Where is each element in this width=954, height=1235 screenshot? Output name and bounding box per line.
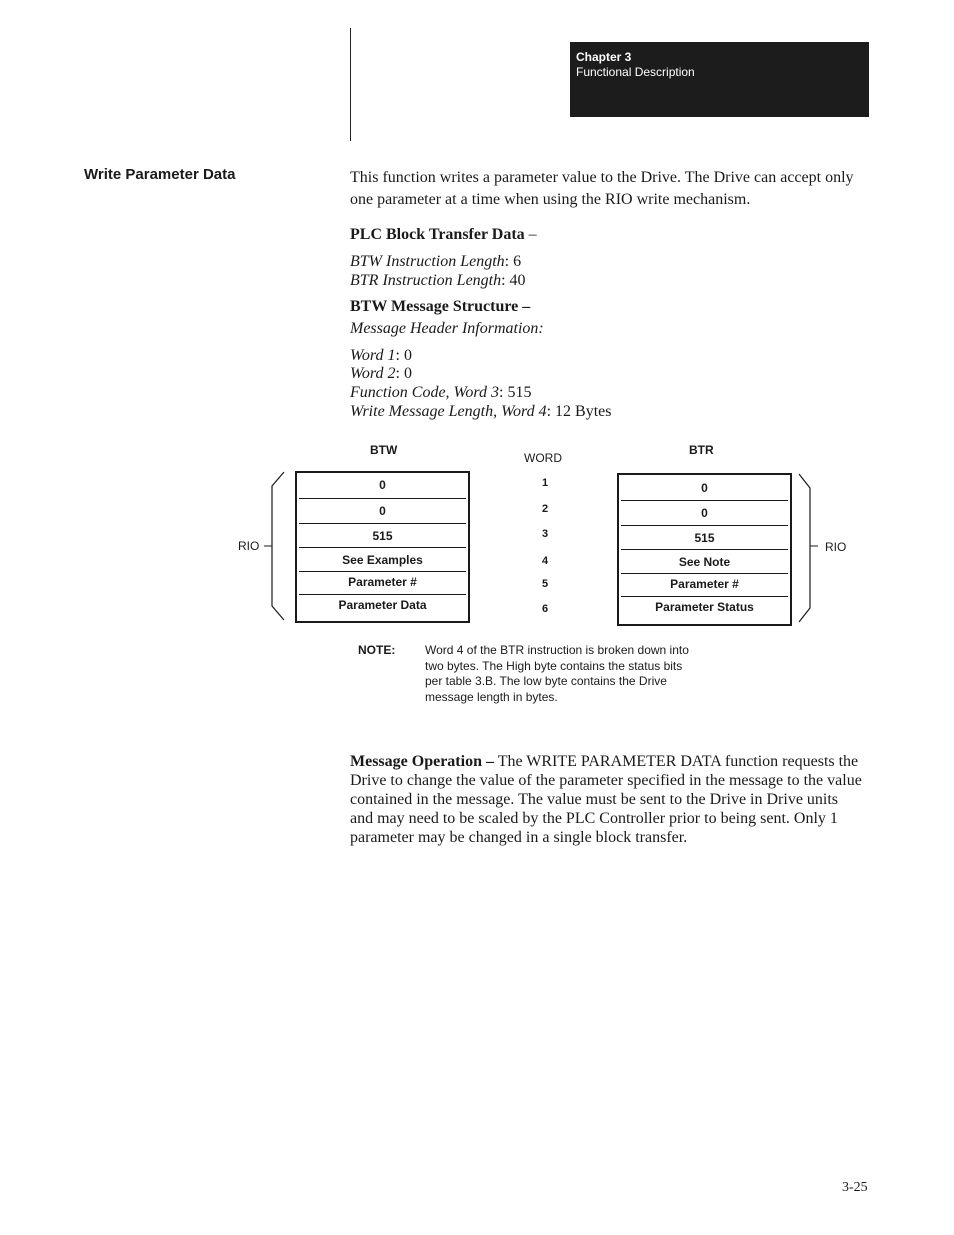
word-number-6: 6 [541,603,549,615]
word-number-5: 5 [541,578,549,590]
btw-cell-6: Parameter Data [299,594,466,622]
btw-cell-4: See Examples [299,547,466,572]
btw-length-label: BTW Instruction Length [350,253,505,270]
word-number-1: 1 [541,477,549,489]
note-label: NOTE: [358,643,396,657]
message-operation-heading: Message Operation – [350,753,494,770]
btw-length-value: : 6 [504,253,522,270]
word-number-4: 4 [541,555,549,567]
btw-cell-1: 0 [379,478,386,492]
word2-label: Word 2 [350,365,396,382]
chapter-label: Chapter 3 [576,50,632,64]
message-operation-text: The WRITE PARAMETER DATA function requests the Drive to change the value of the parameter specified in the message to the value contained in the message. The value must be sent to the Drive in Drive units and may need to be scaled by the PLC Controller prior to being sent. Only 1 parameter may be changed in a single block transfer. [350,753,862,846]
plc-block-title: PLC Block Transfer Data [350,226,525,243]
plc-block-dash: – [524,226,537,243]
btr-length-value: : 40 [501,272,526,289]
message-length-value: : 12 Bytes [546,403,612,420]
btr-cell-2: 0 [621,500,788,525]
page-number: 3-25 [842,1180,868,1195]
rio-label-left: RIO [238,539,260,553]
word-number-2: 2 [541,503,549,515]
btw-title: BTW [370,443,398,457]
message-length-label: Write Message Length, Word 4 [350,403,547,420]
message-operation-paragraph [350,752,862,847]
note-text: Word 4 of the BTR instruction is broken down into two bytes. The High byte contains the status bits per table 3.B. The low byte contains the Drive message length in bytes. [425,643,689,704]
function-code-label: Function Code, Word 3 [350,384,500,401]
intro-paragraph: This function writes a parameter value to the Drive. The Drive can accept only one parameter at a time when using the RIO write mechanism. [350,169,854,208]
word2-value: : 0 [395,365,412,382]
btr-cell-4: See Note [621,549,788,574]
btr-cell-5: Parameter # [621,573,788,596]
btr-title: BTR [689,443,714,457]
rio-label-right: RIO [825,540,847,554]
section-heading: Write Parameter Data [84,166,236,183]
message-header-subheading: Message Header Information: [350,320,544,337]
word-number-3: 3 [541,528,549,540]
btr-cell-1: 0 [701,481,708,495]
btw-structure-heading: BTW Message Structure – [350,298,531,315]
word1-label: Word 1 [350,347,396,364]
btw-cell-2: 0 [299,498,466,523]
btw-cell-3: 515 [299,523,466,548]
word1-value: : 0 [395,347,412,364]
btr-length-label: BTR Instruction Length [350,272,502,289]
btr-cell-6: Parameter Status [621,596,788,625]
btr-cell-3: 515 [621,525,788,550]
word-title: WORD [524,451,562,465]
right-bracket [799,474,810,622]
btw-table [295,471,470,623]
btw-cell-5: Parameter # [299,571,466,594]
chapter-section: Functional Description [576,65,695,79]
left-bracket [272,472,284,620]
btr-table [617,473,792,626]
function-code-value: : 515 [499,384,532,401]
